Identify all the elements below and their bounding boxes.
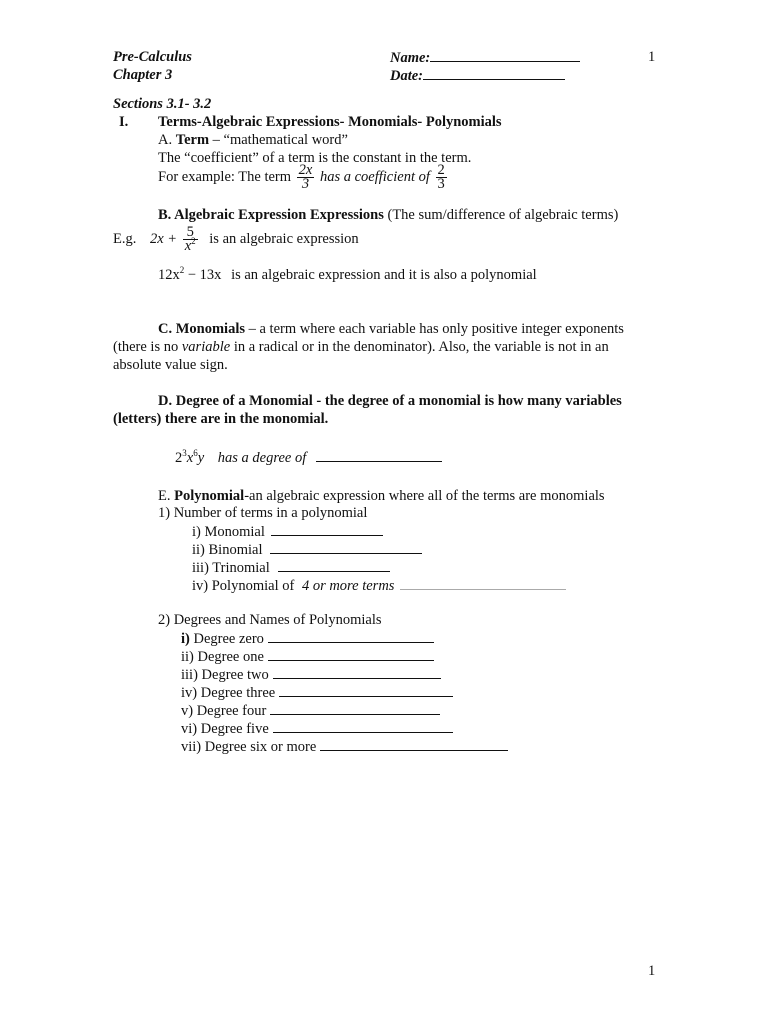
date-blank[interactable] — [423, 66, 565, 80]
monomial-blank[interactable] — [271, 522, 383, 536]
degree-monomial-line1: D. Degree of a Monomial - the degree of a monomial is how many variables — [158, 393, 622, 409]
count-heading: 1) Number of terms in a polynomial — [158, 505, 368, 521]
degree-item-one: ii) Degree one — [181, 647, 434, 666]
count-item-trinomial: iii) Trinomial — [192, 558, 390, 577]
degree-heading: 2) Degrees and Names of Polynomials — [158, 612, 382, 628]
monomials-line1: C. Monomials – a term where each variable has only positive integer exponents — [158, 321, 624, 337]
course-title: Pre-Calculus — [113, 49, 192, 65]
sections-heading: Sections 3.1- 3.2 — [113, 96, 212, 112]
degree-five-blank[interactable] — [273, 719, 453, 733]
part-one-roman: I. — [119, 114, 129, 130]
degree-two-blank[interactable] — [273, 665, 441, 679]
part-one-title: Terms-Algebraic Expressions- Monomials- Polynomials — [158, 114, 502, 130]
chapter-title: Chapter 3 — [113, 67, 173, 83]
polynomial-blank[interactable] — [400, 576, 566, 590]
term-fraction: $\frac{2x}{3}$ — [298, 162, 313, 192]
eg-line: E.g. 2x + $\frac{5}{x^2}$ is an algebraic expression — [113, 224, 359, 254]
polynomial-definition: E. Polynomial-an algebraic expression where all of the terms are monomials — [158, 488, 605, 504]
coefficient-line: The “coefficient” of a term is the constant in the term. — [158, 150, 472, 166]
degree-item-two: iii) Degree two — [181, 665, 441, 684]
eg-fraction: $\frac{5}{x^2}$ — [184, 224, 196, 254]
polynomial-example: $12x^2 - 13x$ is an algebraic expression and it is also a polynomial — [158, 265, 537, 283]
page-number-bottom: 1 — [648, 963, 656, 979]
binomial-blank[interactable] — [270, 540, 422, 554]
term-definition: A. Term – “mathematical word” — [158, 132, 348, 148]
monomials-line3: absolute value sign. — [113, 357, 228, 373]
name-label: Name: — [390, 48, 580, 67]
count-item-binomial: ii) Binomial — [192, 540, 422, 559]
term-example: For example: The term $\frac{2x}{3}$ has a coefficient of $\frac{2}{3}$ — [158, 162, 445, 192]
degree-item-six-plus: vii) Degree six or more — [181, 737, 508, 756]
degree-answer-blank[interactable] — [316, 448, 442, 462]
algebraic-heading: B. Algebraic Expression Expressions (The sum/difference of algebraic terms) — [158, 207, 619, 223]
trinomial-blank[interactable] — [278, 558, 390, 572]
degree-monomial-line2: (letters) there are in the monomial. — [113, 411, 329, 427]
count-item-monomial: i) Monomial — [192, 522, 383, 541]
degree-three-blank[interactable] — [279, 683, 453, 697]
degree-one-blank[interactable] — [268, 647, 434, 661]
coefficient-fraction: $\frac{2}{3}$ — [437, 162, 445, 192]
page-number-top: 1 — [648, 49, 656, 65]
degree-example: $2^3x^6y$ has a degree of — [175, 448, 442, 467]
degree-item-five: vi) Degree five — [181, 719, 453, 738]
degree-item-zero: i) Degree zero — [181, 629, 434, 648]
degree-four-blank[interactable] — [270, 701, 440, 715]
degree-item-four: v) Degree four — [181, 701, 440, 720]
monomials-line2: (there is no variable in a radical or in the denominator). Also, the variable is not in an — [113, 339, 609, 355]
degree-item-three: iv) Degree three — [181, 683, 453, 702]
degree-zero-blank[interactable] — [268, 629, 434, 643]
count-item-polynomial: iv) Polynomial of 4 or more terms — [192, 576, 566, 595]
degree-six-blank[interactable] — [320, 737, 508, 751]
date-label: Date: — [390, 66, 565, 85]
name-blank[interactable] — [430, 48, 580, 62]
